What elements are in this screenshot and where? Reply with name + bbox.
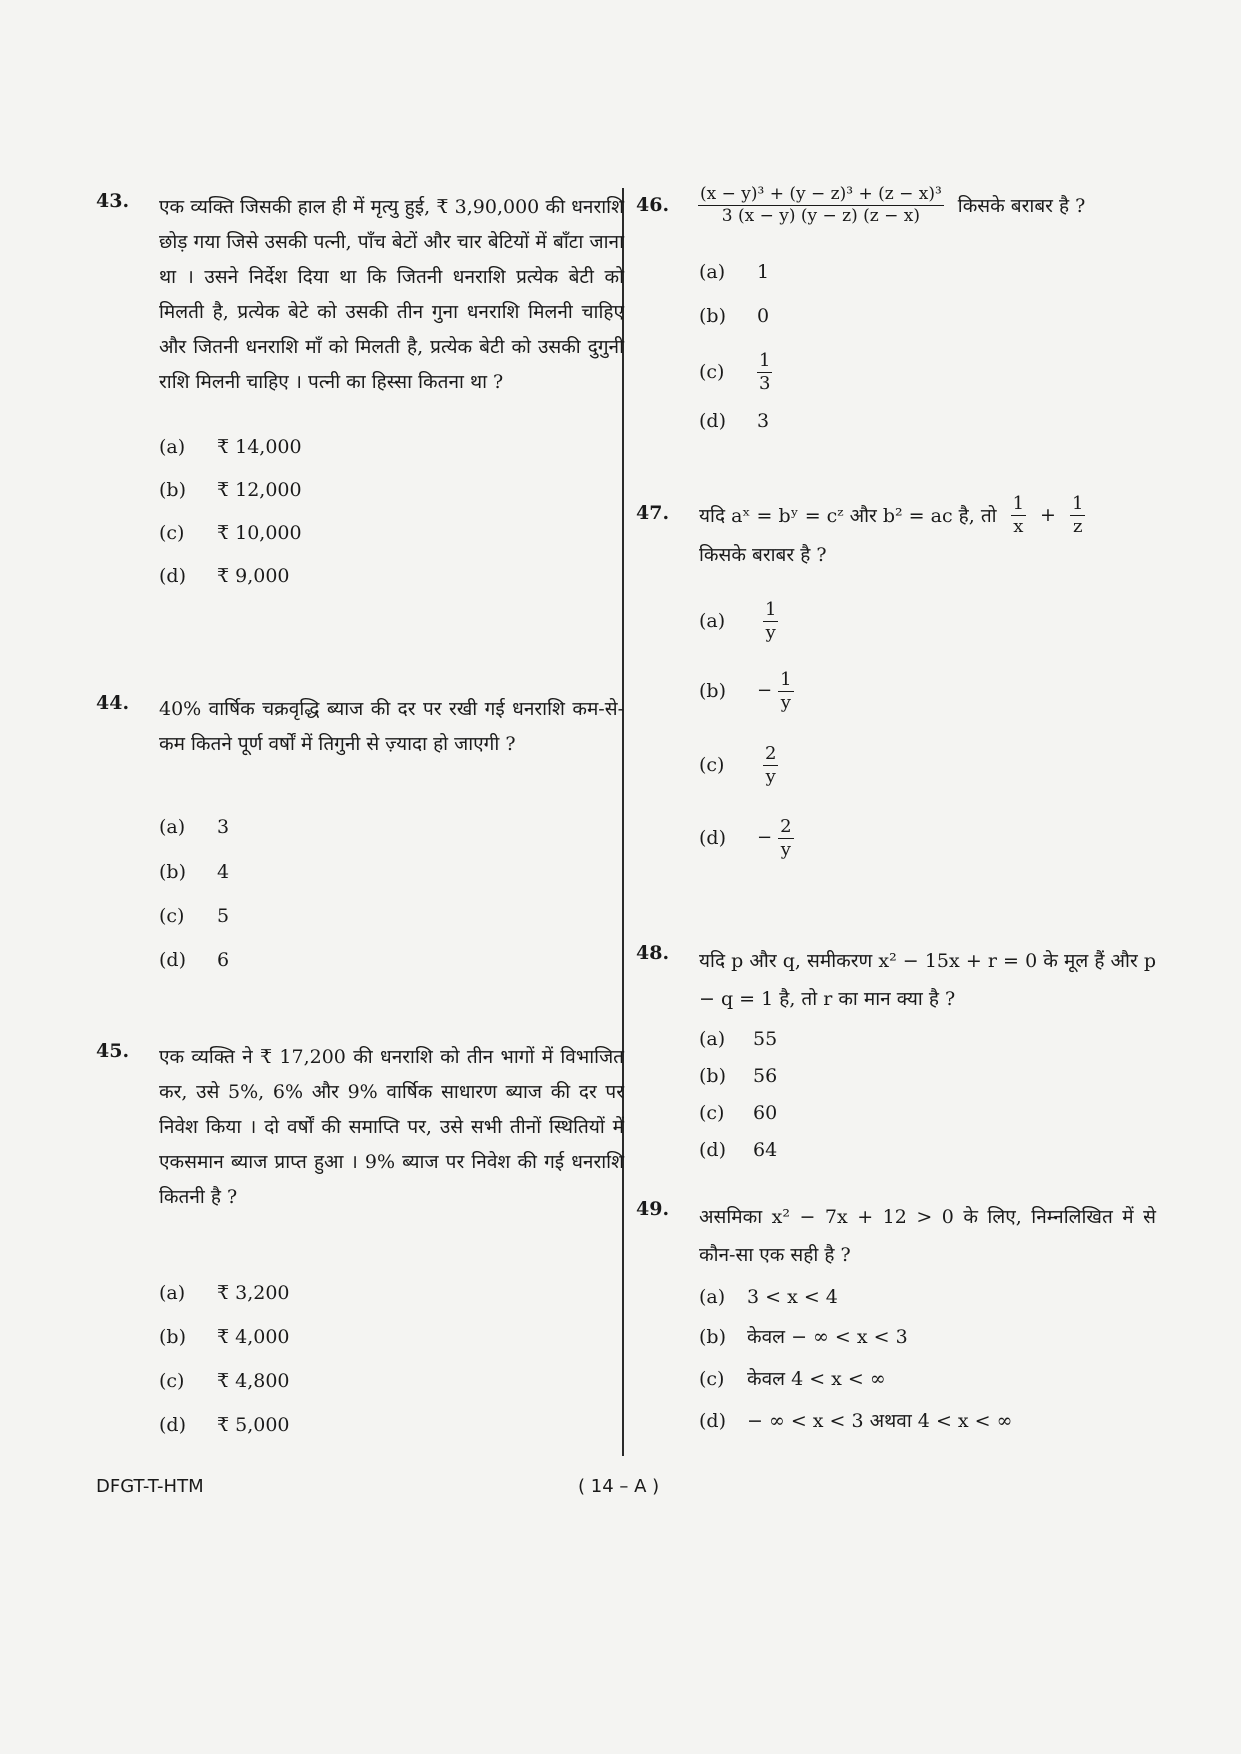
option-label: (b) <box>699 680 726 702</box>
option-a[interactable] <box>699 1282 838 1312</box>
fraction-1-over-z <box>1070 493 1085 537</box>
option-label: (d) <box>159 949 186 971</box>
option-label: (d) <box>159 565 186 587</box>
option-label: (a) <box>699 1028 726 1050</box>
expression-fraction <box>698 184 944 226</box>
option-label: (d) <box>699 827 726 849</box>
option-label: (d) <box>699 410 726 432</box>
option-b[interactable] <box>699 301 769 331</box>
option-a[interactable] <box>159 1278 290 1308</box>
question-text: यदि p और q, समीकरण x² − 15x + r = 0 के मूल हैं और p − q = 1 है, तो r का मान क्या है ? <box>699 950 1156 1010</box>
option-value: 6 <box>217 949 230 971</box>
paper-code: DFGT-T-HTM <box>96 1476 204 1497</box>
option-b[interactable] <box>159 475 302 505</box>
option-value: ₹ 4,800 <box>217 1370 290 1392</box>
option-label: (b) <box>699 1326 726 1348</box>
option-a[interactable] <box>159 432 302 462</box>
fraction-denominator: z <box>1072 515 1083 537</box>
option-value: 64 <box>753 1139 778 1161</box>
page-number: ( 14 – A ) <box>578 1476 660 1497</box>
question-number: 43. <box>96 190 130 212</box>
option-b[interactable] <box>159 1322 290 1352</box>
question-number: 44. <box>96 692 130 714</box>
question-number: 49. <box>636 1198 670 1220</box>
option-d[interactable] <box>699 813 794 863</box>
question-prefix: यदि aˣ = bʸ = cᶻ और b² = ac है, तो <box>699 505 997 527</box>
fraction-numerator: 2 <box>780 815 792 837</box>
option-d[interactable] <box>699 1135 777 1165</box>
option-value: 1 <box>757 261 770 283</box>
fraction-numerator: 1 <box>759 349 771 371</box>
option-label: (b) <box>699 1065 726 1087</box>
option-fraction <box>778 669 793 713</box>
option-b[interactable] <box>699 666 794 716</box>
question-number: 48. <box>636 942 670 964</box>
fraction-denominator: y <box>765 621 776 643</box>
option-value: केवल 4 < x < ∞ <box>747 1368 886 1390</box>
option-label: (a) <box>699 610 726 632</box>
option-label: (c) <box>699 361 725 383</box>
option-d[interactable] <box>699 1406 1012 1436</box>
option-d[interactable] <box>159 1410 290 1440</box>
option-sign: − <box>757 827 773 848</box>
option-label: (c) <box>699 1368 725 1390</box>
option-d[interactable] <box>699 406 769 436</box>
option-label: (b) <box>159 861 186 883</box>
option-c[interactable] <box>699 1364 886 1394</box>
fraction-1-over-x <box>1011 493 1026 537</box>
option-fraction <box>778 816 793 860</box>
question-expression <box>698 180 1156 230</box>
option-label: (c) <box>699 754 725 776</box>
option-b[interactable] <box>699 1061 777 1091</box>
fraction-denominator: x <box>1013 515 1024 537</box>
option-label: (d) <box>699 1410 726 1432</box>
question-number: 45. <box>96 1040 130 1062</box>
option-value: 0 <box>757 305 770 327</box>
question-text: एक व्यक्ति ने ₹ 17,200 की धनराशि को तीन भागों में विभाजित कर, उसे 5%, 6% और 9% वार्षिक साधारण ब्याज की दर पर निवेश किया । दो वर्षों की समाप्ति पर, उसे सभी तीनों स्थितियों में एकसमान ब्याज प्राप्त हुआ । 9% ब्याज पर निवेश की गई धनराशि कितनी है ? <box>159 1046 624 1208</box>
option-value: ₹ 3,200 <box>217 1282 290 1304</box>
question-number: 46. <box>636 194 670 216</box>
option-c[interactable] <box>159 1366 290 1396</box>
option-value: ₹ 10,000 <box>217 522 302 544</box>
option-b[interactable] <box>159 857 229 887</box>
question-text: 40% वार्षिक चक्रवृद्धि ब्याज की दर पर रखी गई धनराशि कम-से-कम कितने पूर्ण वर्षों में तिगुनी से ज़्यादा हो जाएगी ? <box>159 698 624 755</box>
option-label: (c) <box>159 905 185 927</box>
option-value: 60 <box>753 1102 778 1124</box>
option-fraction <box>763 599 778 643</box>
fraction-numerator: (x − y)³ + (y − z)³ + (z − x)³ <box>700 184 942 205</box>
option-c[interactable] <box>159 518 302 548</box>
option-a[interactable] <box>159 812 229 842</box>
option-fraction <box>757 350 772 394</box>
option-value: 3 < x < 4 <box>747 1286 838 1308</box>
option-label: (a) <box>699 1286 726 1308</box>
fraction-denominator: 3 (x − y) (y − z) (z − x) <box>721 205 921 226</box>
option-a[interactable] <box>699 1024 777 1054</box>
option-value: − ∞ < x < 3 अथवा 4 < x < ∞ <box>747 1410 1013 1432</box>
fraction-numerator: 2 <box>765 742 777 764</box>
fraction-numerator: 1 <box>1012 492 1025 514</box>
question-text: एक व्यक्ति जिसकी हाल ही में मृत्यु हुई, ₹ 3,90,000 की धनराशि छोड़ गया जिसे उसकी पत्नी, पाँच बेटों और चार बेटियों में बाँटा जाना था । उसने निर्देश दिया था कि जितनी धनराशि प्रत्येक बेटी को मिलती है, प्रत्येक बेटे को उसकी तीन गुना धनराशि मिलनी चाहिए और जितनी धनराशि माँ को मिलती है, प्रत्येक बेटी को उसकी दुगुनी राशि मिलनी चाहिए । पत्नी का हिस्सा कितना था ? <box>159 196 624 393</box>
question-suffix: किसके बराबर है ? <box>957 195 1086 217</box>
question-text-line2: किसके बराबर है ? <box>699 544 827 566</box>
fraction-denominator: y <box>765 765 776 787</box>
question-expression <box>699 490 1156 540</box>
option-label: (b) <box>159 1326 186 1348</box>
option-value: 3 <box>757 410 770 432</box>
option-d[interactable] <box>159 561 290 591</box>
option-fraction <box>763 743 778 787</box>
option-a[interactable] <box>699 596 778 646</box>
option-c[interactable] <box>699 1098 777 1128</box>
option-label: (d) <box>159 1414 186 1436</box>
option-c[interactable] <box>159 901 229 931</box>
option-label: (d) <box>699 1139 726 1161</box>
fraction-numerator: 1 <box>780 668 792 690</box>
fraction-denominator: 3 <box>759 372 771 394</box>
option-value: ₹ 9,000 <box>217 565 290 587</box>
fraction-denominator: y <box>780 691 791 713</box>
option-sign: − <box>757 680 773 701</box>
fraction-numerator: 1 <box>765 598 777 620</box>
option-b[interactable] <box>699 1322 908 1352</box>
fraction-denominator: y <box>780 838 791 860</box>
option-label: (a) <box>159 436 186 458</box>
option-d[interactable] <box>159 945 229 975</box>
option-value: 5 <box>217 905 230 927</box>
option-value: ₹ 4,000 <box>217 1326 290 1348</box>
option-value: केवल − ∞ < x < 3 <box>747 1326 908 1348</box>
option-value: ₹ 5,000 <box>217 1414 290 1436</box>
option-value: 3 <box>217 816 230 838</box>
option-value: 55 <box>753 1028 778 1050</box>
option-label: (b) <box>699 305 726 327</box>
option-label: (c) <box>699 1102 725 1124</box>
option-value: 56 <box>753 1065 778 1087</box>
option-label: (c) <box>159 1370 185 1392</box>
option-value: 4 <box>217 861 230 883</box>
option-value: ₹ 12,000 <box>217 479 302 501</box>
option-c[interactable] <box>699 740 778 790</box>
option-a[interactable] <box>699 257 769 287</box>
fraction-numerator: 1 <box>1071 492 1084 514</box>
question-text: असमिका x² − 7x + 12 > 0 के लिए, निम्नलिखित में से कौन-सा एक सही है ? <box>699 1206 1156 1266</box>
option-label: (c) <box>159 522 185 544</box>
question-number: 47. <box>636 502 670 524</box>
option-label: (b) <box>159 479 186 501</box>
option-label: (a) <box>159 816 186 838</box>
option-c[interactable] <box>699 348 772 396</box>
option-label: (a) <box>699 261 726 283</box>
option-value: ₹ 14,000 <box>217 436 302 458</box>
option-label: (a) <box>159 1282 186 1304</box>
plus-sign: + <box>1040 504 1056 526</box>
